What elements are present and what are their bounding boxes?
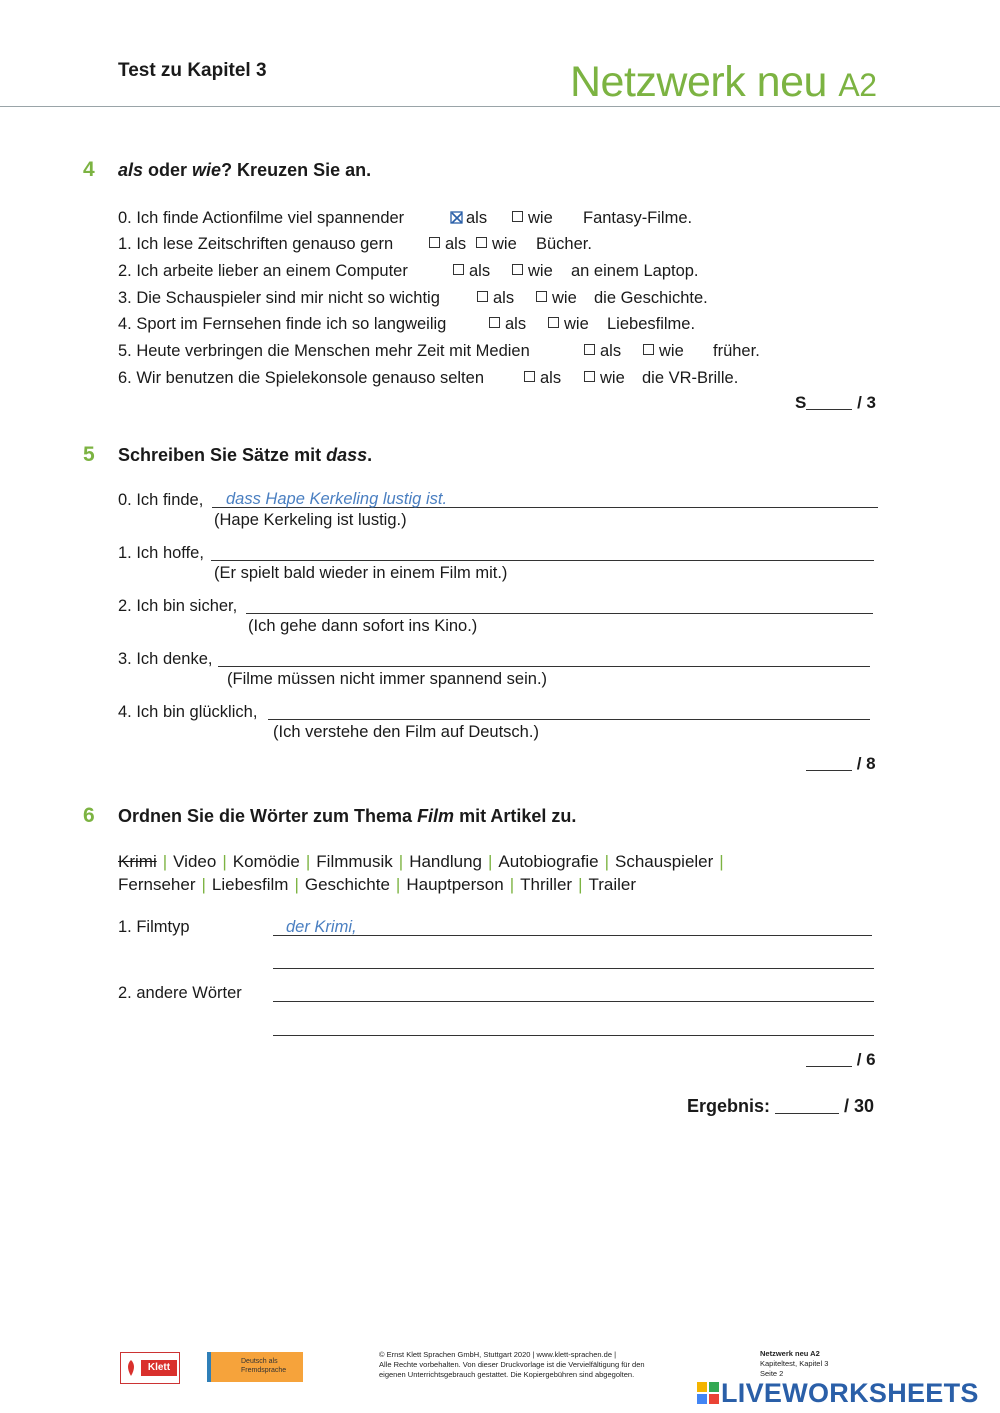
option-wie[interactable] <box>536 289 577 308</box>
word-item: Autobiografie <box>498 852 599 871</box>
item-text: 0. Ich finde Actionfilme viel spannender <box>118 209 405 227</box>
item-ending: die VR-Brille. <box>642 369 739 387</box>
hint-4: (Ich verstehe den Film auf Deutsch.) <box>273 723 539 741</box>
exercise-5-item-2-start: 2. Ich bin sicher, <box>118 597 238 615</box>
page-number: Seite 2 <box>760 1369 784 1378</box>
option-wie[interactable] <box>643 342 684 361</box>
brand-logo-text <box>570 58 877 107</box>
word-item: Fernseher <box>118 875 196 894</box>
section-6-number: 6 <box>83 804 95 827</box>
word-item: Filmmusik <box>316 852 393 871</box>
item-ending: Bücher. <box>536 235 592 253</box>
item-ending: Liebesfilme. <box>607 315 696 333</box>
option-wie[interactable] <box>584 369 625 388</box>
title-text-oder: oder <box>143 160 193 180</box>
checkbox-icon <box>512 211 523 222</box>
answer-line-1[interactable] <box>211 560 874 561</box>
separator: | <box>222 852 227 871</box>
option-label: wie <box>552 289 577 307</box>
option-label: wie <box>492 235 517 253</box>
footer-book-info <box>760 1349 828 1379</box>
separator: | <box>719 852 724 871</box>
option-wie[interactable] <box>512 209 553 228</box>
answer-line-filmtyp-1[interactable] <box>273 935 872 936</box>
score-blank[interactable] <box>806 395 852 410</box>
exercise-5-item-1-start: 1. Ich hoffe, <box>118 544 204 562</box>
item-text: 1. Ich lese Zeitschriften genauso gern <box>118 235 394 253</box>
word-bank-row-1 <box>118 852 730 872</box>
word-item: Krimi <box>118 852 157 871</box>
section-6-title <box>118 806 576 827</box>
checkbox-icon <box>429 237 440 248</box>
title-text-rest: ? Kreuzen Sie an. <box>221 160 372 180</box>
option-label: als <box>445 235 467 253</box>
score-total: / 8 <box>856 754 876 773</box>
word-bank-row-2 <box>118 875 636 895</box>
section-5-title <box>118 445 372 466</box>
option-als[interactable] <box>429 235 466 254</box>
title-em-wie: wie <box>192 160 222 180</box>
daf-logo <box>207 1352 303 1382</box>
section-4-number: 4 <box>83 158 95 181</box>
copyright-line: © Ernst Klett Sprachen GmbH, Stuttgart 2020 | www.klett-sprachen.de | <box>379 1350 617 1359</box>
item-text: 4. Sport im Fernsehen finde ich so langweilig <box>118 315 447 333</box>
option-label: als <box>600 342 622 360</box>
checkbox-icon <box>524 371 535 382</box>
result-total: / 30 <box>844 1096 875 1116</box>
option-wie[interactable] <box>512 262 553 281</box>
separator: | <box>201 875 206 894</box>
exercise-4-item-5 <box>118 342 530 361</box>
word-item: Video <box>173 852 217 871</box>
section-4-title <box>118 160 371 181</box>
option-wie[interactable] <box>476 235 517 254</box>
hint-1: (Er spielt bald wieder in einem Film mit.) <box>214 564 508 582</box>
word-item: Hauptperson <box>406 875 504 894</box>
copyright-line: Alle Rechte vorbehalten. Von dieser Druckvorlage ist die Vervielfältigung für den <box>379 1360 645 1369</box>
title-em: dass <box>326 445 368 465</box>
result-label: Ergebnis: <box>687 1096 771 1116</box>
checkbox-icon <box>536 291 547 302</box>
header-divider <box>0 106 1000 107</box>
checkbox-icon <box>643 344 654 355</box>
option-label: wie <box>528 262 553 280</box>
answer-line-3[interactable] <box>218 666 870 667</box>
title-prefix: Schreiben Sie Sätze mit <box>118 445 327 465</box>
copyright-notice <box>379 1350 645 1380</box>
liveworksheets-icon <box>697 1380 719 1402</box>
item-text: 3. Die Schauspieler sind mir nicht so wichtig <box>118 289 440 307</box>
word-item: Thriller <box>520 875 573 894</box>
item-text: 6. Wir benutzen die Spielekonsole genauso selten <box>118 369 484 387</box>
option-label: als <box>493 289 515 307</box>
option-als[interactable] <box>489 315 526 334</box>
hint-3: (Filme müssen nicht immer spannend sein.) <box>227 670 548 688</box>
section-6-score <box>806 1050 876 1070</box>
exercise-4-item-4 <box>118 315 446 334</box>
example-answer: der Krimi, <box>286 918 357 936</box>
result-blank[interactable] <box>775 1099 839 1114</box>
title-suffix: mit Artikel zu. <box>454 806 577 826</box>
option-als-checked[interactable] <box>450 209 487 228</box>
page-title: Test zu Kapitel 3 <box>118 60 267 81</box>
separator: | <box>578 875 583 894</box>
score-blank[interactable] <box>806 1052 852 1067</box>
separator: | <box>509 875 515 894</box>
checkbox-icon <box>477 291 488 302</box>
separator: | <box>395 875 401 894</box>
separator: | <box>398 852 404 871</box>
hint-0: (Hape Kerkeling ist lustig.) <box>214 511 407 529</box>
exercise-4-item-2 <box>118 262 408 281</box>
checkbox-icon <box>548 317 559 328</box>
option-wie[interactable] <box>548 315 589 334</box>
answer-line-other-2[interactable] <box>273 1035 874 1036</box>
title-em-als: als <box>118 160 144 180</box>
option-label: wie <box>600 369 625 387</box>
title-em: Film <box>417 806 455 826</box>
klett-logo <box>120 1352 180 1384</box>
answer-line-4[interactable] <box>268 719 870 720</box>
checked-box-icon <box>450 211 463 224</box>
test-label: Kapiteltest, Kapitel 3 <box>760 1359 829 1368</box>
hint-2: (Ich gehe dann sofort ins Kino.) <box>248 617 478 635</box>
exercise-4-item-6 <box>118 369 484 388</box>
score-total: / 6 <box>856 1050 876 1069</box>
answer-line-other-1[interactable] <box>273 1001 874 1002</box>
exercise-4-item-1 <box>118 235 393 254</box>
item-text: 5. Heute verbringen die Menschen mehr Zeit mit Medien <box>118 342 530 360</box>
score-total: / 3 <box>857 393 876 412</box>
option-label: als <box>469 262 491 280</box>
book-title: Netzwerk neu A2 <box>760 1349 820 1358</box>
option-label: wie <box>564 315 589 333</box>
separator: | <box>162 852 168 871</box>
daf-label: Deutsch als Fremdsprache <box>241 1358 287 1374</box>
separator: | <box>294 875 299 894</box>
watermark-text: LIVEWORKSHEETS <box>721 1378 979 1408</box>
option-als[interactable] <box>477 289 514 308</box>
word-item: Schauspieler <box>615 852 714 871</box>
title-prefix: Ordnen Sie die Wörter zum Thema <box>118 806 418 826</box>
option-label: als <box>540 369 562 387</box>
exercise-5-item-0-start: 0. Ich finde, <box>118 491 204 509</box>
category-label-other: 2. andere Wörter <box>118 984 242 1002</box>
answer-line-2[interactable] <box>246 613 873 614</box>
section-4-score <box>795 393 876 413</box>
separator: | <box>487 852 493 871</box>
checkbox-icon <box>584 344 595 355</box>
result-score <box>687 1096 874 1117</box>
exercise-5-item-4-start: 4. Ich bin glücklich, <box>118 703 258 721</box>
section-5-score <box>806 754 876 774</box>
option-label: als <box>466 209 488 227</box>
option-label: als <box>505 315 527 333</box>
separator: | <box>604 852 610 871</box>
title-suffix: . <box>367 445 373 465</box>
section-5-number: 5 <box>83 443 95 466</box>
exercise-5-item-3-start: 3. Ich denke, <box>118 650 213 668</box>
item-ending: an einem Laptop. <box>571 262 699 280</box>
word-item: Trailer <box>588 875 637 894</box>
item-ending: früher. <box>713 342 760 360</box>
checkbox-icon <box>584 371 595 382</box>
checkbox-icon <box>489 317 500 328</box>
score-prefix: S <box>795 393 807 412</box>
option-label: wie <box>659 342 684 360</box>
liveworksheets-watermark[interactable] <box>697 1378 979 1409</box>
word-item: Liebesfilm <box>211 875 289 894</box>
option-als[interactable] <box>453 262 490 281</box>
brand-name: Netzwerk neu <box>570 58 827 106</box>
option-label: wie <box>528 209 553 227</box>
word-item: Komödie <box>232 852 300 871</box>
item-ending: die Geschichte. <box>594 289 708 307</box>
exercise-4-item-0 <box>118 209 404 228</box>
separator: | <box>305 852 311 871</box>
item-text: 2. Ich arbeite lieber an einem Computer <box>118 262 408 280</box>
checkbox-icon <box>476 237 487 248</box>
option-als[interactable] <box>524 369 561 388</box>
exercise-4-item-3 <box>118 289 440 308</box>
category-label-filmtyp: 1. Filmtyp <box>118 918 190 936</box>
score-blank[interactable] <box>806 756 852 771</box>
option-als[interactable] <box>584 342 621 361</box>
word-item: Handlung <box>409 852 482 871</box>
brand-level: A2 <box>838 67 877 103</box>
example-answer: dass Hape Kerkeling lustig ist. <box>226 490 448 508</box>
checkbox-icon <box>453 264 464 275</box>
copyright-line: eigenen Unterrichtsgebrauch gestattet. Die Kopiergebühren sind abgegolten. <box>379 1370 635 1379</box>
word-item: Geschichte <box>304 875 390 894</box>
answer-line-filmtyp-2[interactable] <box>273 968 874 969</box>
klett-label: Klett <box>141 1360 177 1376</box>
item-ending: Fantasy-Filme. <box>583 209 693 227</box>
checkbox-icon <box>512 264 523 275</box>
klett-leaf-icon <box>125 1359 137 1377</box>
